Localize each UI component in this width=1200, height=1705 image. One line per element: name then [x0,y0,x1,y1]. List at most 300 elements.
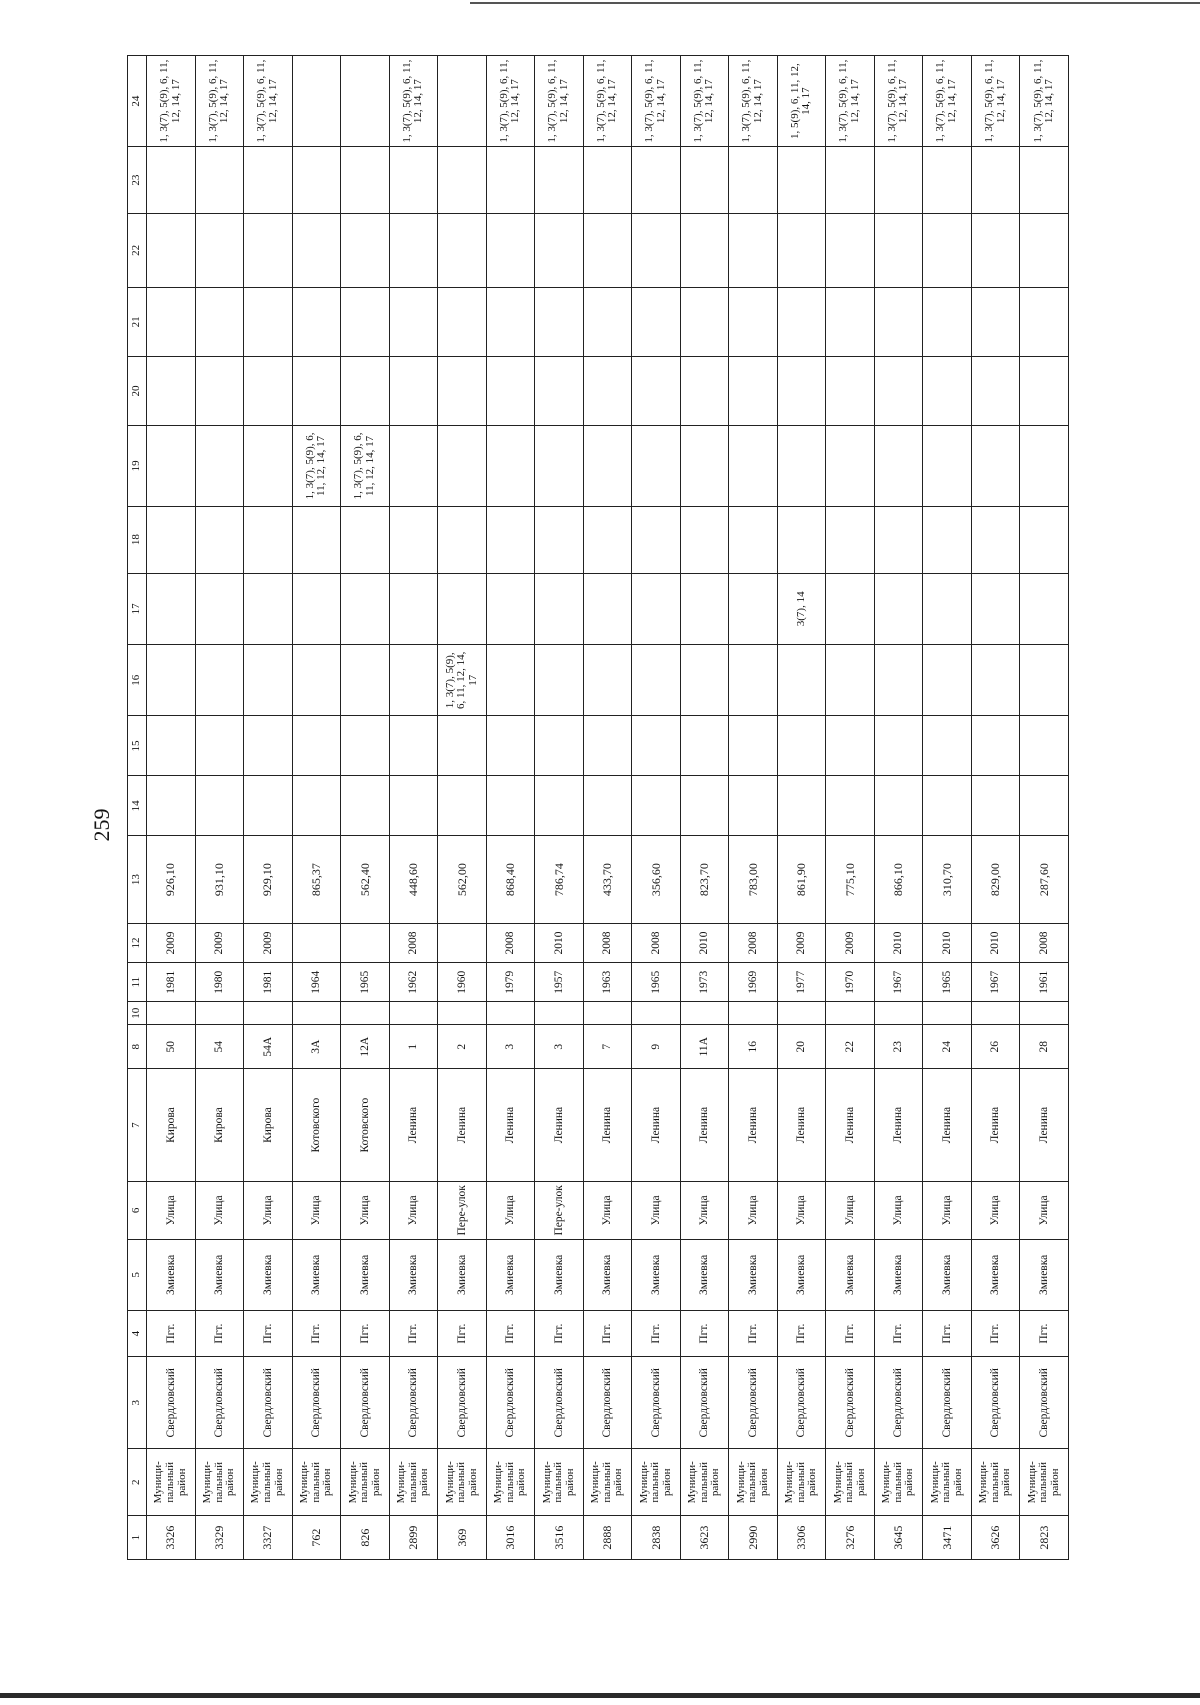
cell-col-18 [147,506,196,573]
cell-col-12: 2009 [777,923,826,962]
column-header-12: 12 [128,923,147,962]
cell-col-11: 1977 [777,963,826,1002]
cell-col-24: 1, 5(9), 6, 11, 12, 14, 17 [777,56,826,147]
cell-col-3: Свердловский [777,1357,826,1449]
cell-col-12: 2010 [923,923,972,962]
cell-col-14 [583,776,632,836]
cell-col-11: 1969 [729,963,778,1002]
table-row [874,56,923,1560]
table-row [923,56,972,1560]
cell-col-16 [147,645,196,716]
cell-col-10 [971,1002,1020,1025]
cell-col-6: Улица [971,1182,1020,1240]
table-row [583,56,632,1560]
cell-col-5: Змиевка [486,1239,535,1310]
cell-col-24 [438,56,487,147]
cell-col-5: Змиевка [874,1239,923,1310]
cell-col-11: 1965 [632,963,681,1002]
cell-col-1: 762 [292,1516,341,1560]
top-rule [470,2,1200,4]
cell-col-19 [438,426,487,507]
cell-col-17 [826,573,875,644]
column-number-header-row [128,56,147,1560]
cell-col-20 [486,356,535,425]
cell-col-18 [389,506,438,573]
cell-col-15 [486,716,535,776]
cell-col-11: 1961 [1020,963,1069,1002]
cell-col-17 [680,573,729,644]
cell-col-18 [438,506,487,573]
cell-col-16 [923,645,972,716]
cell-col-7: Ленина [971,1069,1020,1182]
cell-col-12: 2009 [147,923,196,962]
cell-col-19 [923,426,972,507]
cell-col-14 [195,776,244,836]
cell-col-22 [583,214,632,288]
cell-col-11: 1964 [292,963,341,1002]
cell-col-5: Змиевка [729,1239,778,1310]
cell-col-18 [923,506,972,573]
cell-col-3: Свердловский [535,1357,584,1449]
cell-col-19 [389,426,438,507]
cell-col-13: 562,40 [341,836,390,924]
cell-col-23 [923,147,972,214]
cell-col-13: 562,00 [438,836,487,924]
cell-col-8: 3 [535,1025,584,1069]
cell-col-22 [389,214,438,288]
cell-col-16 [826,645,875,716]
cell-col-18 [729,506,778,573]
cell-col-3: Свердловский [389,1357,438,1449]
table-row [486,56,535,1560]
column-header-8: 8 [128,1025,147,1069]
cell-col-6: Улица [729,1182,778,1240]
cell-col-21 [438,287,487,356]
column-header-2: 2 [128,1449,147,1516]
cell-col-12: 2008 [632,923,681,962]
cell-col-2: Муници-пальный район [244,1449,293,1516]
cell-col-19 [147,426,196,507]
cell-col-17 [341,573,390,644]
cell-col-21 [777,287,826,356]
table-row [195,56,244,1560]
cell-col-22 [292,214,341,288]
cell-col-1: 826 [341,1516,390,1560]
cell-col-2: Муници-пальный район [680,1449,729,1516]
cell-col-24: 1, 3(7), 5(9), 6, 11, 12, 14, 17 [1020,56,1069,147]
cell-col-2: Муници-пальный район [777,1449,826,1516]
cell-col-8: 54 [195,1025,244,1069]
cell-col-16 [389,645,438,716]
cell-col-8: 26 [971,1025,1020,1069]
cell-col-5: Змиевка [1020,1239,1069,1310]
cell-col-6: Улица [923,1182,972,1240]
cell-col-5: Змиевка [195,1239,244,1310]
cell-col-24: 1, 3(7), 5(9), 6, 11, 12, 14, 17 [583,56,632,147]
cell-col-19 [971,426,1020,507]
cell-col-23 [583,147,632,214]
cell-col-11: 1979 [486,963,535,1002]
column-header-19: 19 [128,426,147,507]
cell-col-6: Улица [389,1182,438,1240]
cell-col-20 [292,356,341,425]
cell-col-5: Змиевка [438,1239,487,1310]
cell-col-24: 1, 3(7), 5(9), 6, 11, 12, 14, 17 [195,56,244,147]
cell-col-3: Свердловский [632,1357,681,1449]
cell-col-18 [292,506,341,573]
cell-col-16 [341,645,390,716]
cell-col-3: Свердловский [147,1357,196,1449]
cell-col-5: Змиевка [777,1239,826,1310]
cell-col-21 [195,287,244,356]
cell-col-11: 1962 [389,963,438,1002]
cell-col-7: Ленина [874,1069,923,1182]
column-header-7: 7 [128,1069,147,1182]
cell-col-21 [680,287,729,356]
cell-col-8: 9 [632,1025,681,1069]
cell-col-17 [486,573,535,644]
cell-col-5: Змиевка [923,1239,972,1310]
cell-col-12: 2009 [826,923,875,962]
cell-col-21 [341,287,390,356]
column-header-4: 4 [128,1311,147,1357]
cell-col-18 [680,506,729,573]
cell-col-14 [535,776,584,836]
cell-col-23 [341,147,390,214]
cell-col-20 [389,356,438,425]
cell-col-15 [389,716,438,776]
cell-col-12: 2008 [583,923,632,962]
cell-col-14 [389,776,438,836]
cell-col-15 [874,716,923,776]
cell-col-3: Свердловский [874,1357,923,1449]
cell-col-21 [729,287,778,356]
cell-col-19: 1, 3(7), 5(9), 6, 11, 12, 14, 17 [341,426,390,507]
cell-col-17 [147,573,196,644]
cell-col-10 [777,1002,826,1025]
cell-col-2: Муници-пальный район [438,1449,487,1516]
cell-col-22 [680,214,729,288]
cell-col-2: Муници-пальный район [535,1449,584,1516]
cell-col-20 [583,356,632,425]
cell-col-4: Пгт. [341,1311,390,1357]
cell-col-1: 2823 [1020,1516,1069,1560]
cell-col-6: Улица [874,1182,923,1240]
cell-col-24: 1, 3(7), 5(9), 6, 11, 12, 14, 17 [971,56,1020,147]
cell-col-16 [729,645,778,716]
cell-col-16 [195,645,244,716]
cell-col-20 [632,356,681,425]
cell-col-23 [292,147,341,214]
cell-col-24: 1, 3(7), 5(9), 6, 11, 12, 14, 17 [874,56,923,147]
cell-col-4: Пгт. [438,1311,487,1357]
table-row [535,56,584,1560]
column-header-3: 3 [128,1357,147,1449]
cell-col-14 [729,776,778,836]
cell-col-8: 20 [777,1025,826,1069]
cell-col-19 [1020,426,1069,507]
cell-col-10 [147,1002,196,1025]
cell-col-15 [292,716,341,776]
cell-col-4: Пгт. [292,1311,341,1357]
cell-col-17 [535,573,584,644]
cell-col-6: Улица [826,1182,875,1240]
cell-col-13: 786,74 [535,836,584,924]
cell-col-1: 369 [438,1516,487,1560]
cell-col-16 [535,645,584,716]
cell-col-8: 1 [389,1025,438,1069]
cell-col-6: Пере-улок [438,1182,487,1240]
cell-col-19 [729,426,778,507]
cell-col-12: 2010 [874,923,923,962]
table-row [632,56,681,1560]
bottom-rule [0,1693,1200,1698]
cell-col-4: Пгт. [680,1311,729,1357]
cell-col-21 [923,287,972,356]
cell-col-15 [341,716,390,776]
table-row [292,56,341,1560]
cell-col-22 [729,214,778,288]
cell-col-24: 1, 3(7), 5(9), 6, 11, 12, 14, 17 [826,56,875,147]
cell-col-4: Пгт. [147,1311,196,1357]
cell-col-20 [341,356,390,425]
cell-col-4: Пгт. [535,1311,584,1357]
housing-register-table-frame [127,55,1069,1560]
cell-col-1: 3327 [244,1516,293,1560]
cell-col-1: 3326 [147,1516,196,1560]
cell-col-14 [874,776,923,836]
cell-col-13: 433,70 [583,836,632,924]
cell-col-5: Змиевка [292,1239,341,1310]
cell-col-14 [971,776,1020,836]
cell-col-14 [680,776,729,836]
cell-col-19 [195,426,244,507]
cell-col-14 [486,776,535,836]
cell-col-13: 356,60 [632,836,681,924]
cell-col-23 [874,147,923,214]
column-header-16: 16 [128,645,147,716]
column-header-17: 17 [128,573,147,644]
cell-col-6: Улица [486,1182,535,1240]
cell-col-16 [632,645,681,716]
cell-col-4: Пгт. [244,1311,293,1357]
cell-col-20 [971,356,1020,425]
cell-col-6: Улица [632,1182,681,1240]
cell-col-16: 1, 3(7), 5(9), 6, 11, 12, 14, 17 [438,645,487,716]
cell-col-18 [535,506,584,573]
cell-col-3: Свердловский [1020,1357,1069,1449]
cell-col-15 [632,716,681,776]
cell-col-7: Котовского [292,1069,341,1182]
cell-col-1: 2899 [389,1516,438,1560]
cell-col-3: Свердловский [292,1357,341,1449]
cell-col-13: 931,10 [195,836,244,924]
cell-col-8: 22 [826,1025,875,1069]
cell-col-1: 3471 [923,1516,972,1560]
cell-col-23 [632,147,681,214]
cell-col-13: 829,00 [971,836,1020,924]
cell-col-6: Улица [1020,1182,1069,1240]
cell-col-19: 1, 3(7), 5(9), 6, 11, 12, 14, 17 [292,426,341,507]
cell-col-12: 2008 [486,923,535,962]
cell-col-15 [583,716,632,776]
cell-col-11: 1967 [874,963,923,1002]
cell-col-5: Змиевка [632,1239,681,1310]
cell-col-3: Свердловский [195,1357,244,1449]
cell-col-15 [923,716,972,776]
cell-col-13: 865,37 [292,836,341,924]
cell-col-10 [826,1002,875,1025]
cell-col-3: Свердловский [583,1357,632,1449]
cell-col-11: 1981 [147,963,196,1002]
cell-col-10 [632,1002,681,1025]
cell-col-24: 1, 3(7), 5(9), 6, 11, 12, 14, 17 [729,56,778,147]
cell-col-21 [147,287,196,356]
cell-col-19 [777,426,826,507]
cell-col-13: 929,10 [244,836,293,924]
cell-col-4: Пгт. [195,1311,244,1357]
cell-col-12: 2008 [729,923,778,962]
cell-col-18 [777,506,826,573]
cell-col-14 [826,776,875,836]
cell-col-4: Пгт. [777,1311,826,1357]
cell-col-22 [971,214,1020,288]
cell-col-24: 1, 3(7), 5(9), 6, 11, 12, 14, 17 [147,56,196,147]
cell-col-17 [438,573,487,644]
cell-col-10 [341,1002,390,1025]
cell-col-22 [535,214,584,288]
cell-col-12: 2010 [535,923,584,962]
cell-col-23 [777,147,826,214]
cell-col-13: 775,10 [826,836,875,924]
cell-col-4: Пгт. [486,1311,535,1357]
cell-col-7: Ленина [777,1069,826,1182]
cell-col-21 [874,287,923,356]
cell-col-13: 287,60 [1020,836,1069,924]
column-header-10: 10 [128,1002,147,1025]
cell-col-3: Свердловский [341,1357,390,1449]
column-header-5: 5 [128,1239,147,1310]
cell-col-20 [729,356,778,425]
cell-col-6: Улица [195,1182,244,1240]
cell-col-6: Улица [341,1182,390,1240]
table-row [244,56,293,1560]
cell-col-17 [583,573,632,644]
cell-col-23 [1020,147,1069,214]
cell-col-2: Муници-пальный район [874,1449,923,1516]
cell-col-3: Свердловский [244,1357,293,1449]
cell-col-19 [874,426,923,507]
cell-col-24: 1, 3(7), 5(9), 6, 11, 12, 14, 17 [244,56,293,147]
cell-col-10 [874,1002,923,1025]
cell-col-23 [729,147,778,214]
cell-col-10 [292,1002,341,1025]
column-header-24: 24 [128,56,147,147]
column-header-15: 15 [128,716,147,776]
cell-col-20 [826,356,875,425]
cell-col-13: 783,00 [729,836,778,924]
cell-col-17 [632,573,681,644]
cell-col-14 [777,776,826,836]
cell-col-20 [244,356,293,425]
cell-col-16 [777,645,826,716]
cell-col-1: 3329 [195,1516,244,1560]
cell-col-11: 1981 [244,963,293,1002]
cell-col-2: Муници-пальный район [195,1449,244,1516]
cell-col-17 [1020,573,1069,644]
cell-col-7: Ленина [729,1069,778,1182]
cell-col-17 [244,573,293,644]
cell-col-17 [971,573,1020,644]
cell-col-13: 866,10 [874,836,923,924]
column-header-18: 18 [128,506,147,573]
cell-col-10 [195,1002,244,1025]
cell-col-10 [438,1002,487,1025]
cell-col-18 [486,506,535,573]
cell-col-11: 1967 [971,963,1020,1002]
column-header-20: 20 [128,356,147,425]
cell-col-19 [583,426,632,507]
cell-col-6: Улица [292,1182,341,1240]
cell-col-5: Змиевка [389,1239,438,1310]
cell-col-6: Улица [583,1182,632,1240]
cell-col-23 [389,147,438,214]
cell-col-8: 50 [147,1025,196,1069]
cell-col-3: Свердловский [971,1357,1020,1449]
table-row [826,56,875,1560]
cell-col-23 [680,147,729,214]
cell-col-7: Ленина [486,1069,535,1182]
cell-col-17 [874,573,923,644]
cell-col-11: 1957 [535,963,584,1002]
cell-col-1: 3016 [486,1516,535,1560]
cell-col-17 [292,573,341,644]
table-row [147,56,196,1560]
cell-col-23 [535,147,584,214]
cell-col-21 [632,287,681,356]
cell-col-19 [486,426,535,507]
cell-col-2: Муници-пальный район [486,1449,535,1516]
cell-col-7: Ленина [535,1069,584,1182]
cell-col-6: Улица [777,1182,826,1240]
cell-col-3: Свердловский [826,1357,875,1449]
cell-col-6: Улица [147,1182,196,1240]
cell-col-8: 3А [292,1025,341,1069]
cell-col-7: Ленина [389,1069,438,1182]
cell-col-19 [826,426,875,507]
cell-col-1: 3623 [680,1516,729,1560]
cell-col-8: 2 [438,1025,487,1069]
cell-col-24: 1, 3(7), 5(9), 6, 11, 12, 14, 17 [632,56,681,147]
rotated-table-container [127,55,1069,1560]
cell-col-10 [923,1002,972,1025]
cell-col-24 [292,56,341,147]
cell-col-20 [147,356,196,425]
cell-col-17 [729,573,778,644]
cell-col-15 [971,716,1020,776]
cell-col-21 [486,287,535,356]
table-row [341,56,390,1560]
cell-col-7: Ленина [583,1069,632,1182]
cell-col-5: Змиевка [971,1239,1020,1310]
cell-col-16 [1020,645,1069,716]
cell-col-1: 3306 [777,1516,826,1560]
cell-col-24: 1, 3(7), 5(9), 6, 11, 12, 14, 17 [389,56,438,147]
cell-col-8: 3 [486,1025,535,1069]
cell-col-21 [826,287,875,356]
cell-col-16 [292,645,341,716]
cell-col-17 [195,573,244,644]
